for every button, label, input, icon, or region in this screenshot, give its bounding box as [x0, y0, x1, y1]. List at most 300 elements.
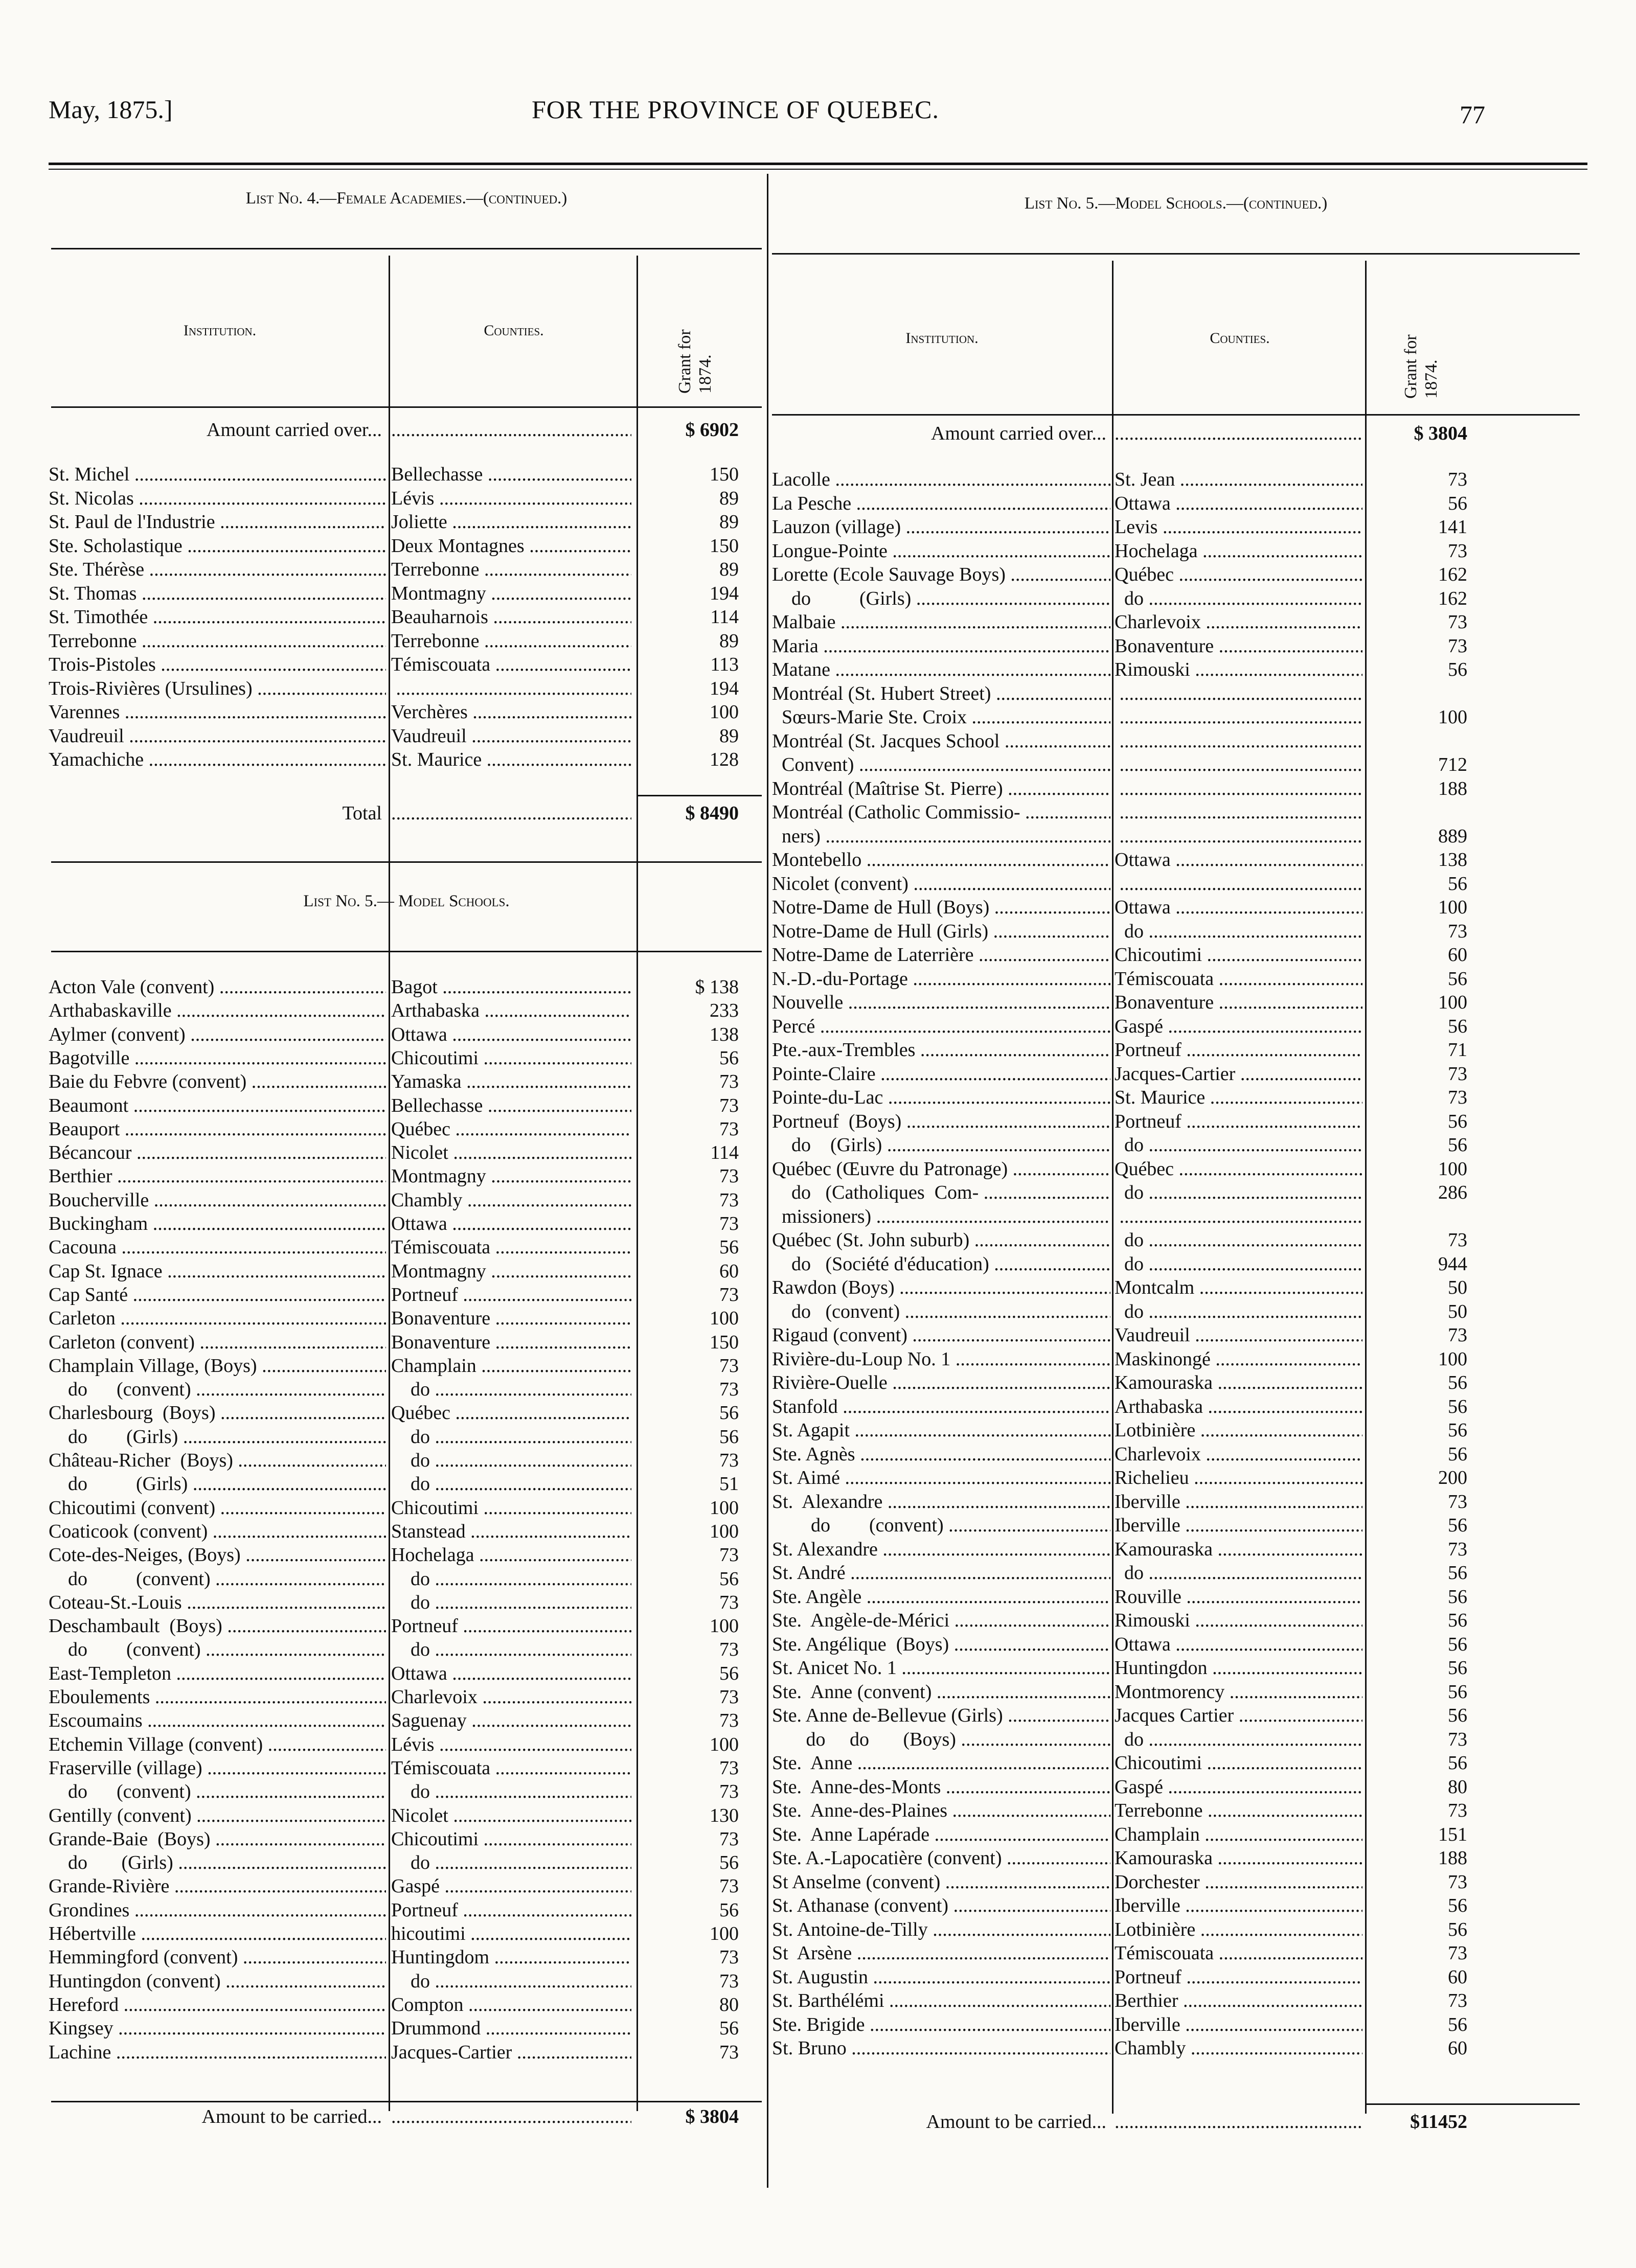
county-cell: Lotbinière ..... [1115, 1418, 1362, 1442]
county-cell: do ..... [1115, 1561, 1362, 1585]
grant-cell: 56 [1448, 1562, 1467, 1584]
county-cell: do ..... [391, 1780, 631, 1803]
institution-cell: Charlesbourg (Boys) ..... [49, 1401, 386, 1425]
institution-cell: Cap St. Ignace ..... [49, 1259, 386, 1283]
county-cell: Bagot ..... [391, 975, 631, 999]
grant-cell: 100 [1438, 706, 1467, 728]
grant-cell: 100 [710, 1923, 739, 1944]
county-cell: Chicoutimi ..... [391, 1827, 631, 1851]
grant-cell: 56 [719, 1662, 739, 1684]
institution-cell: Québec (Œuvre du Patronage) ..... [772, 1157, 1110, 1181]
grant-cell: 188 [1438, 1847, 1467, 1869]
grant-cell: 73 [1448, 1990, 1467, 2011]
left-vline-2 [637, 256, 638, 2111]
grant-cell: 56 [1448, 873, 1467, 895]
institution-cell: Champlain Village, (Boys) ..... [49, 1354, 386, 1378]
grant-cell: 56 [1448, 659, 1467, 680]
grant-cell: 89 [719, 487, 739, 509]
grant-cell: 56 [1448, 1681, 1467, 1703]
grant-cell: 944 [1438, 1253, 1467, 1275]
county-cell: Champlain ..... [391, 1354, 631, 1378]
right-bottom-rule [1365, 2103, 1580, 2105]
institution-cell: Rawdon (Boys) ..... [772, 1276, 1110, 1299]
institution-cell: Chicoutimi (convent) ..... [49, 1496, 386, 1520]
grant-cell: 150 [710, 464, 739, 485]
county-cell: St. Jean ..... [1115, 468, 1362, 491]
grant-cell: 89 [719, 559, 739, 580]
grant-cell: 73 [1448, 1728, 1467, 1750]
county-cell: Jacques-Cartier ..... [1115, 1062, 1362, 1086]
institution-cell: Bagotville ..... [49, 1046, 386, 1070]
county-cell: do ..... [1115, 920, 1362, 943]
county-cell: Verchères ..... [391, 700, 631, 724]
institution-cell: Hébertville ..... [49, 1922, 386, 1945]
grant-cell: 56 [1448, 1586, 1467, 1608]
county-cell: Témiscouata ..... [1115, 1941, 1362, 1965]
institution-cell: Rivière-Ouelle ..... [772, 1371, 1110, 1394]
county-cell: Montcalm ..... [1115, 1276, 1362, 1299]
institution-cell: Convent) ..... [772, 753, 1110, 776]
institution-cell: St. Aimé ..... [772, 1466, 1110, 1490]
institution-cell: do (convent) ..... [772, 1300, 1110, 1323]
right-vline-2 [1365, 261, 1367, 2114]
institution-cell: Ste. Agnès ..... [772, 1442, 1110, 1466]
county-cell: do ..... [391, 1449, 631, 1472]
institution-cell: Montréal (Catholic Commissio- ..... [772, 800, 1110, 824]
grant-cell: 73 [719, 1757, 739, 1779]
institution-cell: do do (Boys) ..... [772, 1728, 1110, 1751]
grant-cell: 56 [1448, 968, 1467, 990]
county-cell: Ottawa ..... [1115, 1633, 1362, 1656]
left-vline-1 [389, 256, 390, 2111]
institution-cell: Portneuf (Boys) ..... [772, 1110, 1110, 1133]
institution-cell: Beauport ..... [49, 1117, 386, 1141]
county-cell: do ..... [1115, 1228, 1362, 1252]
county-cell: Vaudreuil ..... [1115, 1323, 1362, 1347]
county-cell: Iberville ..... [1115, 1894, 1362, 1917]
county-cell: Ottawa ..... [1115, 848, 1362, 872]
county-cell: Témiscouata ..... [391, 653, 631, 676]
grant-cell: 150 [710, 535, 739, 557]
county-cell: Chicoutimi ..... [1115, 943, 1362, 967]
header-rule-thin [49, 169, 1587, 170]
county-cell: Chicoutimi ..... [391, 1046, 631, 1070]
grant-cell: 162 [1438, 564, 1467, 585]
grant-cell: 60 [1448, 944, 1467, 966]
grant-cell: 60 [1448, 2037, 1467, 2059]
institution-cell: Ste. Anne ..... [772, 1751, 1110, 1775]
grant-cell: 73 [719, 1189, 739, 1211]
county-cell [1115, 777, 1362, 800]
right-col-counties: Counties. [1210, 330, 1270, 347]
summary-value: $ 3804 [1414, 423, 1467, 444]
column-divider [767, 174, 768, 2188]
county-cell: hicoutimi ..... [391, 1922, 631, 1945]
grant-cell: 56 [1448, 1895, 1467, 1916]
institution-cell: St. Anicet No. 1 ..... [772, 1656, 1110, 1680]
county-cell: Témiscouata ..... [1115, 967, 1362, 991]
institution-cell: Pointe-du-Lac ..... [772, 1086, 1110, 1109]
grant-cell: 73 [719, 1118, 739, 1140]
institution-cell: Etchemin Village (convent) ..... [49, 1733, 386, 1756]
institution-cell: Matane ..... [772, 658, 1110, 681]
county-cell [1115, 705, 1362, 729]
grant-cell: 56 [1448, 1395, 1467, 1417]
institution-cell: St. Michel ..... [49, 463, 386, 486]
county-cell [1115, 753, 1362, 776]
county-cell: Chicoutimi ..... [1115, 1751, 1362, 1775]
institution-cell: Rigaud (convent) ..... [772, 1323, 1110, 1347]
grant-cell: 56 [1448, 1134, 1467, 1156]
grant-cell: 100 [1438, 1158, 1467, 1180]
county-cell: Ottawa ..... [391, 1662, 631, 1685]
county-cell: Portneuf ..... [391, 1614, 631, 1638]
institution-cell: Cap Santé ..... [49, 1283, 386, 1307]
county-cell: Montmagny ..... [391, 1164, 631, 1188]
institution-cell: Ste. Anne (convent) ..... [772, 1680, 1110, 1704]
institution-cell: Terrebonne ..... [49, 629, 386, 653]
county-cell: Rimouski ..... [1115, 658, 1362, 681]
county-cell: Drummond ..... [391, 2017, 631, 2040]
grant-cell: 56 [1448, 1419, 1467, 1441]
institution-cell: Rivière-du-Loup No. 1 ..... [772, 1347, 1110, 1371]
list4-title: List No. 4.—Female Academies.—(continued.) [245, 189, 567, 208]
grant-cell: 712 [1438, 754, 1467, 775]
county-cell: Portneuf ..... [1115, 1110, 1362, 1133]
grant-cell: 56 [1448, 1372, 1467, 1393]
county-cell [1115, 1205, 1362, 1228]
institution-cell: Coteau-St.-Louis ..... [49, 1591, 386, 1614]
summary-leader [391, 801, 631, 825]
county-cell: do ..... [391, 1472, 631, 1496]
institution-cell: Escoumains ..... [49, 1709, 386, 1732]
county-cell: Huntingdom ..... [391, 1945, 631, 1969]
header-rule [49, 163, 1587, 165]
institution-cell: Hereford ..... [49, 1993, 386, 2017]
grant-cell: 73 [1448, 1871, 1467, 1893]
institution-cell: Pte.-aux-Trembles ..... [772, 1038, 1110, 1062]
institution-cell: Arthabaskaville ..... [49, 999, 386, 1022]
county-cell: Charlevoix ..... [1115, 1442, 1362, 1466]
summary-leader [1115, 2110, 1362, 2134]
grant-cell: 113 [710, 654, 739, 675]
institution-cell: Ste. Anne Lapérade ..... [772, 1823, 1110, 1846]
institution-cell: do (convent) ..... [772, 1514, 1110, 1537]
institution-cell: Stanfold ..... [772, 1395, 1110, 1418]
county-cell: Champlain ..... [1115, 1823, 1362, 1846]
grant-cell: 56 [1448, 492, 1467, 514]
county-cell [1115, 824, 1362, 848]
grant-cell: 286 [1438, 1182, 1467, 1203]
summary-leader [391, 418, 631, 442]
county-cell: Lévis ..... [391, 487, 631, 510]
institution-cell: Notre-Dame de Hull (Girls) ..... [772, 920, 1110, 943]
county-cell: Bonaventure ..... [391, 1331, 631, 1354]
grant-cell: 56 [1448, 2013, 1467, 2035]
institution-cell: Montréal (St. Jacques School ..... [772, 729, 1110, 753]
county-cell: Yamaska ..... [391, 1070, 631, 1093]
grant-cell: 138 [710, 1023, 739, 1045]
grant-cell: 194 [710, 677, 739, 699]
county-cell: Saguenay ..... [391, 1709, 631, 1732]
institution-cell: Montebello ..... [772, 848, 1110, 872]
institution-cell: Hemmingford (convent) ..... [49, 1945, 386, 1969]
county-cell: Vaudreuil ..... [391, 724, 631, 748]
page-title: FOR THE PROVINCE OF QUEBEC. [532, 95, 939, 124]
summary-value: $ 6902 [685, 419, 739, 441]
institution-cell: Beaumont ..... [49, 1094, 386, 1117]
county-cell: Bonaventure ..... [1115, 634, 1362, 658]
county-cell: do ..... [391, 1567, 631, 1591]
institution-cell: Ste. A.-Lapocatière (convent) ..... [772, 1846, 1110, 1870]
institution-cell: do (Girls) ..... [772, 1133, 1110, 1157]
summary-leader [1115, 422, 1362, 445]
grant-cell: 71 [1448, 1039, 1467, 1061]
institution-cell: St. André ..... [772, 1561, 1110, 1585]
institution-cell: St. Paul de l'Industrie ..... [49, 510, 386, 534]
grant-cell: 100 [1438, 1348, 1467, 1370]
right-vline-1 [1112, 261, 1114, 2114]
institution-cell: Longue-Pointe ..... [772, 539, 1110, 563]
county-cell: Rouville ..... [1115, 1585, 1362, 1609]
grant-cell: 56 [1448, 1110, 1467, 1132]
county-cell: Lévis ..... [391, 1733, 631, 1756]
institution-cell: St. Agapit ..... [772, 1418, 1110, 1442]
grant-cell: 50 [1448, 1300, 1467, 1322]
institution-cell: Lorette (Ecole Sauvage Boys) ..... [772, 563, 1110, 586]
grant-cell: 73 [719, 1639, 739, 1661]
grant-cell: 56 [719, 1426, 739, 1448]
institution-cell: Acton Vale (convent) ..... [49, 975, 386, 999]
institution-cell: do (Girls) ..... [49, 1425, 386, 1449]
institution-cell: Notre-Dame de Laterrière ..... [772, 943, 1110, 967]
institution-cell: St. Barthélémi ..... [772, 1989, 1110, 2012]
institution-cell: Trois-Pistoles ..... [49, 653, 386, 676]
grant-cell: 73 [719, 1071, 739, 1093]
left-col-institution: Institution. [183, 322, 257, 339]
institution-cell: Buckingham ..... [49, 1212, 386, 1235]
institution-cell: Gentilly (convent) ..... [49, 1804, 386, 1827]
county-cell: do ..... [391, 1425, 631, 1449]
county-cell: do ..... [1115, 1252, 1362, 1276]
county-cell: Compton ..... [391, 1993, 631, 2017]
institution-cell: Carleton ..... [49, 1307, 386, 1330]
county-cell: Témiscouata ..... [391, 1235, 631, 1259]
county-cell: Charlevoix ..... [1115, 610, 1362, 634]
county-cell: Nicolet ..... [391, 1804, 631, 1827]
summary-value: $11452 [1410, 2111, 1467, 2133]
institution-cell: Grande-Baie (Boys) ..... [49, 1827, 386, 1851]
grant-cell: 151 [1438, 1823, 1467, 1845]
grant-cell: 233 [710, 1000, 739, 1022]
grant-cell: 80 [1448, 1776, 1467, 1798]
county-cell: Terrebonne ..... [1115, 1799, 1362, 1822]
institution-cell: St. Thomas ..... [49, 582, 386, 605]
grant-cell: 56 [1448, 1705, 1467, 1726]
right-title: List No. 5.—Model Schools.—(continued.) [1024, 194, 1328, 213]
institution-cell: Maria ..... [772, 634, 1110, 658]
institution-cell: Yamachiche ..... [49, 748, 386, 771]
county-cell: Ottawa ..... [1115, 896, 1362, 919]
grant-cell: 73 [719, 1591, 739, 1613]
county-cell [391, 677, 631, 700]
county-cell [1115, 682, 1362, 705]
institution-cell: do (Société d'éducation) ..... [772, 1252, 1110, 1276]
county-cell: Hochelaga ..... [1115, 539, 1362, 563]
county-cell: Bonaventure ..... [1115, 991, 1362, 1014]
county-cell: Chambly ..... [1115, 2036, 1362, 2060]
grant-cell: 100 [710, 1520, 739, 1542]
grant-cell: 162 [1438, 587, 1467, 609]
grant-cell: 73 [719, 1686, 739, 1708]
grant-cell: 150 [710, 1331, 739, 1353]
grant-cell: 73 [719, 1875, 739, 1897]
institution-cell: Malbaie ..... [772, 610, 1110, 634]
county-cell: Bellechasse ..... [391, 1094, 631, 1117]
county-cell: Dorchester ..... [1115, 1870, 1362, 1894]
county-cell: Portneuf ..... [391, 1898, 631, 1922]
left-title-rule [51, 248, 762, 249]
grant-cell: 56 [719, 1236, 739, 1258]
page-date: May, 1875.] [49, 95, 173, 124]
left-total-rule [637, 795, 762, 796]
institution-cell: Nouvelle ..... [772, 991, 1110, 1014]
grant-cell: 114 [710, 606, 739, 628]
institution-cell: Ste. Angélique (Boys) ..... [772, 1633, 1110, 1656]
county-cell: Portneuf ..... [1115, 1038, 1362, 1062]
county-cell: Rimouski ..... [1115, 1609, 1362, 1632]
county-cell: do ..... [1115, 1300, 1362, 1323]
grant-cell: 194 [710, 582, 739, 604]
grant-cell: 56 [1448, 1657, 1467, 1679]
summary-label: Amount to be carried... [926, 2111, 1106, 2133]
county-cell: Bellechasse ..... [391, 463, 631, 486]
county-cell: do ..... [391, 1969, 631, 1993]
institution-cell: do (Girls) ..... [49, 1851, 386, 1874]
institution-cell: Trois-Rivières (Ursulines) ..... [49, 677, 386, 700]
grant-cell: 100 [1438, 992, 1467, 1013]
institution-cell: Baie du Febvre (convent) ..... [49, 1070, 386, 1093]
grant-cell: 56 [1448, 1918, 1467, 1940]
grant-cell: 51 [719, 1473, 739, 1495]
institution-cell: Varennes ..... [49, 700, 386, 724]
grant-cell: 73 [719, 1544, 739, 1566]
county-cell: Jacques Cartier ..... [1115, 1704, 1362, 1727]
institution-cell: Ste. Scholastique ..... [49, 534, 386, 558]
county-cell: St. Maurice ..... [391, 748, 631, 771]
grant-cell: 89 [719, 630, 739, 652]
grant-cell: 100 [710, 1497, 739, 1519]
grant-cell: 73 [719, 1165, 739, 1187]
summary-label: Total [342, 803, 382, 824]
institution-cell: Cacouna ..... [49, 1235, 386, 1259]
county-cell: Gaspé ..... [1115, 1775, 1362, 1799]
institution-cell: Ste. Angèle-de-Mérici ..... [772, 1609, 1110, 1632]
grant-cell: 73 [1448, 1491, 1467, 1513]
county-cell: Gaspé ..... [1115, 1015, 1362, 1038]
institution-cell: Vaudreuil ..... [49, 724, 386, 748]
grant-cell: 56 [1448, 1752, 1467, 1774]
institution-cell: Deschambault (Boys) ..... [49, 1614, 386, 1638]
grant-cell: 100 [710, 1615, 739, 1637]
institution-cell: Eboulements ..... [49, 1685, 386, 1709]
institution-cell: East-Templeton ..... [49, 1662, 386, 1685]
institution-cell: St. Antoine-de-Tilly ..... [772, 1918, 1110, 1941]
right-head-rule [772, 414, 1580, 416]
summary-label: Amount to be carried... [201, 2106, 382, 2127]
grant-cell: 56 [719, 2018, 739, 2040]
county-cell: do ..... [391, 1591, 631, 1614]
county-cell: Iberville ..... [1115, 1490, 1362, 1514]
grant-cell: 100 [710, 1733, 739, 1755]
county-cell: Témiscouata ..... [391, 1756, 631, 1780]
county-cell: Portneuf ..... [391, 1283, 631, 1307]
institution-cell: St. Nicolas ..... [49, 487, 386, 510]
county-cell: Lotbinière ..... [1115, 1918, 1362, 1941]
grant-cell: $ 138 [695, 976, 739, 998]
institution-cell: Lacolle ..... [772, 468, 1110, 491]
institution-cell: do (Catholiques Com- ..... [772, 1181, 1110, 1204]
grant-cell: 73 [1448, 1063, 1467, 1085]
institution-cell: Coaticook (convent) ..... [49, 1520, 386, 1543]
county-cell: Maskinongé ..... [1115, 1347, 1362, 1371]
institution-cell: Kingsey ..... [49, 2017, 386, 2040]
grant-cell: 73 [1448, 1538, 1467, 1560]
county-cell: do ..... [1115, 1181, 1362, 1204]
grant-cell: 73 [719, 1970, 739, 1992]
grant-cell: 56 [1448, 1515, 1467, 1536]
institution-cell: Cote-des-Neiges, (Boys) ..... [49, 1543, 386, 1567]
institution-cell: St Anselme (convent) ..... [772, 1870, 1110, 1894]
institution-cell: missioners) ..... [772, 1205, 1110, 1228]
institution-cell: Lauzon (village) ..... [772, 515, 1110, 539]
county-cell: Levis ..... [1115, 515, 1362, 539]
institution-cell: Carleton (convent) ..... [49, 1331, 386, 1354]
county-cell: Beauharnois ..... [391, 605, 631, 629]
county-cell [1115, 729, 1362, 753]
county-cell: Bonaventure ..... [391, 1307, 631, 1330]
county-cell: Iberville ..... [1115, 2013, 1362, 2036]
institution-cell: St. Athanase (convent) ..... [772, 1894, 1110, 1917]
county-cell: Hochelaga ..... [391, 1543, 631, 1567]
grant-cell: 56 [719, 1402, 739, 1424]
institution-cell: ners) ..... [772, 824, 1110, 848]
grant-cell: 73 [719, 2041, 739, 2063]
grant-cell: 73 [1448, 1087, 1467, 1108]
grant-cell: 73 [719, 1828, 739, 1850]
institution-cell: Lachine ..... [49, 2041, 386, 2064]
county-cell: Portneuf ..... [1115, 1965, 1362, 1989]
county-cell: Québec ..... [391, 1117, 631, 1141]
grant-cell: 56 [719, 1899, 739, 1921]
institution-cell: do (Girls) ..... [772, 587, 1110, 610]
institution-cell: Ste. Anne-des-Plaines ..... [772, 1799, 1110, 1822]
grant-cell: 73 [719, 1781, 739, 1803]
grant-cell: 56 [719, 1852, 739, 1874]
county-cell: Jacques-Cartier ..... [391, 2041, 631, 2064]
grant-cell: 73 [719, 1450, 739, 1471]
county-cell: Kamouraska ..... [1115, 1371, 1362, 1394]
grant-cell: 60 [719, 1260, 739, 1282]
institution-cell: St. Bruno ..... [772, 2036, 1110, 2060]
county-cell: Richelieu ..... [1115, 1466, 1362, 1490]
left-col-counties: Counties. [484, 322, 544, 339]
institution-cell: Berthier ..... [49, 1164, 386, 1188]
county-cell: Nicolet ..... [391, 1141, 631, 1164]
institution-cell: Nicolet (convent) ..... [772, 872, 1110, 896]
grant-cell: 73 [1448, 635, 1467, 657]
grant-cell: 100 [710, 1308, 739, 1330]
